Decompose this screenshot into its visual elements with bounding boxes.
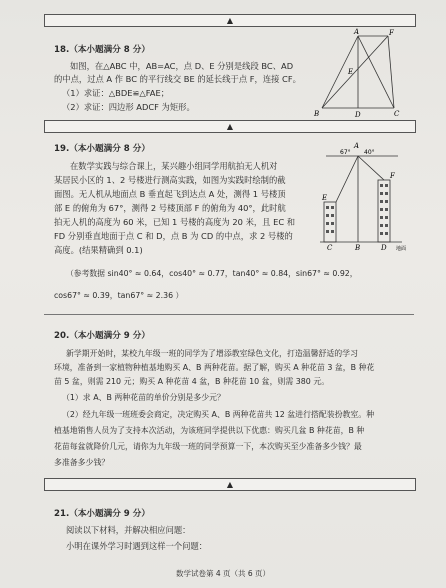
- q18-title: 18.（本小题满分 8 分）: [54, 45, 150, 55]
- q19-angle-40: 40°: [364, 149, 375, 156]
- q19-line: 部 E 的俯角为 67°，测得 2 号楼顶部 F 的俯角为 40°，此时航: [54, 203, 286, 213]
- answer-box: [44, 120, 416, 133]
- q18-line2: 的中点，过点 A 作 BC 的平行线交 BE 的延长线于点 F，连接 CF。: [54, 74, 301, 84]
- q18-part1: （1）求证：△BDE≌△FAE；: [62, 88, 170, 98]
- q20-title: 20.（本小题满分 9 分）: [54, 331, 150, 341]
- q18-label-d: D: [355, 111, 361, 119]
- q19-label-b: B: [355, 244, 361, 252]
- q19-line: 拍无人机的高度为 60 米，已知 1 号楼的高度为 20 米，且 EC 和: [54, 217, 296, 227]
- answer-box-marker: ▲: [226, 122, 234, 131]
- q20-line: 多准备多少钱？: [54, 458, 110, 467]
- q19-line: FD 分别垂直地面于点 C 和 D，点 B 为 CD 的中点，求 2 号楼的: [54, 231, 293, 241]
- q20-line: 环境，准备到一家植物种植基地购买 A、B 两种花苗。据了解，购买 A 种花苗 3 盆，B 种花: [54, 363, 375, 372]
- q19-line: 面图。无人机从地面点 B 垂直起飞到达点 A 处，测得 1 号楼顶: [54, 189, 286, 199]
- q21-line2: 小明在课外学习时遇到这样一个问题：: [66, 541, 208, 551]
- q19-ref1: （参考数据 sin40° ≈ 0.64，cos40° ≈ 0.77，tan40° ≈ 0.84，sin67° ≈ 0.92，: [66, 269, 358, 278]
- q21-line1: 阅读以下材料，并解决相应问题：: [66, 525, 191, 535]
- answer-box: [44, 478, 416, 491]
- q18-label-b: B: [314, 110, 320, 118]
- q19-label-c: C: [327, 244, 333, 252]
- q20-line: 花苗每盆就降价几元，请你为九年级一班的同学预算一下，本次购买至少准备多少钱？最: [54, 442, 362, 451]
- answer-box-marker: ▲: [226, 16, 234, 25]
- answer-box: [44, 14, 416, 27]
- q19-ground-label: 地面: [396, 246, 407, 252]
- page-footer: 数学试卷第 4 页（共 6 页）: [175, 569, 271, 578]
- q20-line: 植基地销售人员为了支持本次活动，为该班同学提供以下优惠：购买几盆 B 种花苗，B 种: [54, 426, 365, 435]
- section-divider: [44, 314, 414, 315]
- q18-label-f: F: [389, 29, 394, 37]
- q20-line: （2）经九年级一班班委会商定，决定购买 A、B 两种花苗共 12 盆进行搭配装扮教室。种: [62, 410, 375, 419]
- q18-part2: （2）求证：四边形 ADCF 为矩形。: [62, 102, 195, 112]
- q18-figure: [314, 28, 400, 120]
- q19-line: 在数学实践与综合课上，某兴趣小组同学用航拍无人机对: [70, 161, 278, 171]
- q19-line: 某居民小区的 1、2 号楼进行测高实践，如图为实践时绘制的截: [54, 175, 286, 185]
- q18-label-e: E: [348, 68, 354, 76]
- q19-label-d: D: [381, 244, 387, 252]
- q20-line: 新学期开始时，某校九年级一班的同学为了增添教室绿色文化，打造温馨舒适的学习: [66, 349, 358, 358]
- q21-title: 21.（本小题满分 9 分）: [54, 509, 150, 519]
- q19-label-f: F: [390, 172, 395, 180]
- q19-label-e: E: [322, 194, 328, 202]
- q18-label-a: A: [354, 28, 360, 36]
- q20-line: （1）求 A、B 两种花苗的单价分别是多少元？: [62, 393, 225, 402]
- q18-line1: 如图，在△ABC 中，AB=AC，点 D、E 分别是线段 BC、AD: [70, 61, 294, 71]
- q18-label-c: C: [394, 110, 400, 118]
- q19-figure: [318, 142, 408, 252]
- q19-title: 19.（本小题满分 8 分）: [54, 144, 150, 154]
- q19-angle-67: 67°: [340, 149, 351, 156]
- q19-ref2: cos67° ≈ 0.39，tan67° ≈ 2.36 ）: [54, 291, 184, 300]
- answer-box-marker: ▲: [226, 480, 234, 489]
- q20-line: 苗 5 盆，则需 210 元；购买 A 种花苗 4 盆，B 种花苗 10 盆，则需 380 元。: [54, 377, 330, 386]
- q19-line: 高度。(结果精确到 0.1): [54, 245, 143, 255]
- q19-label-a: A: [354, 142, 360, 150]
